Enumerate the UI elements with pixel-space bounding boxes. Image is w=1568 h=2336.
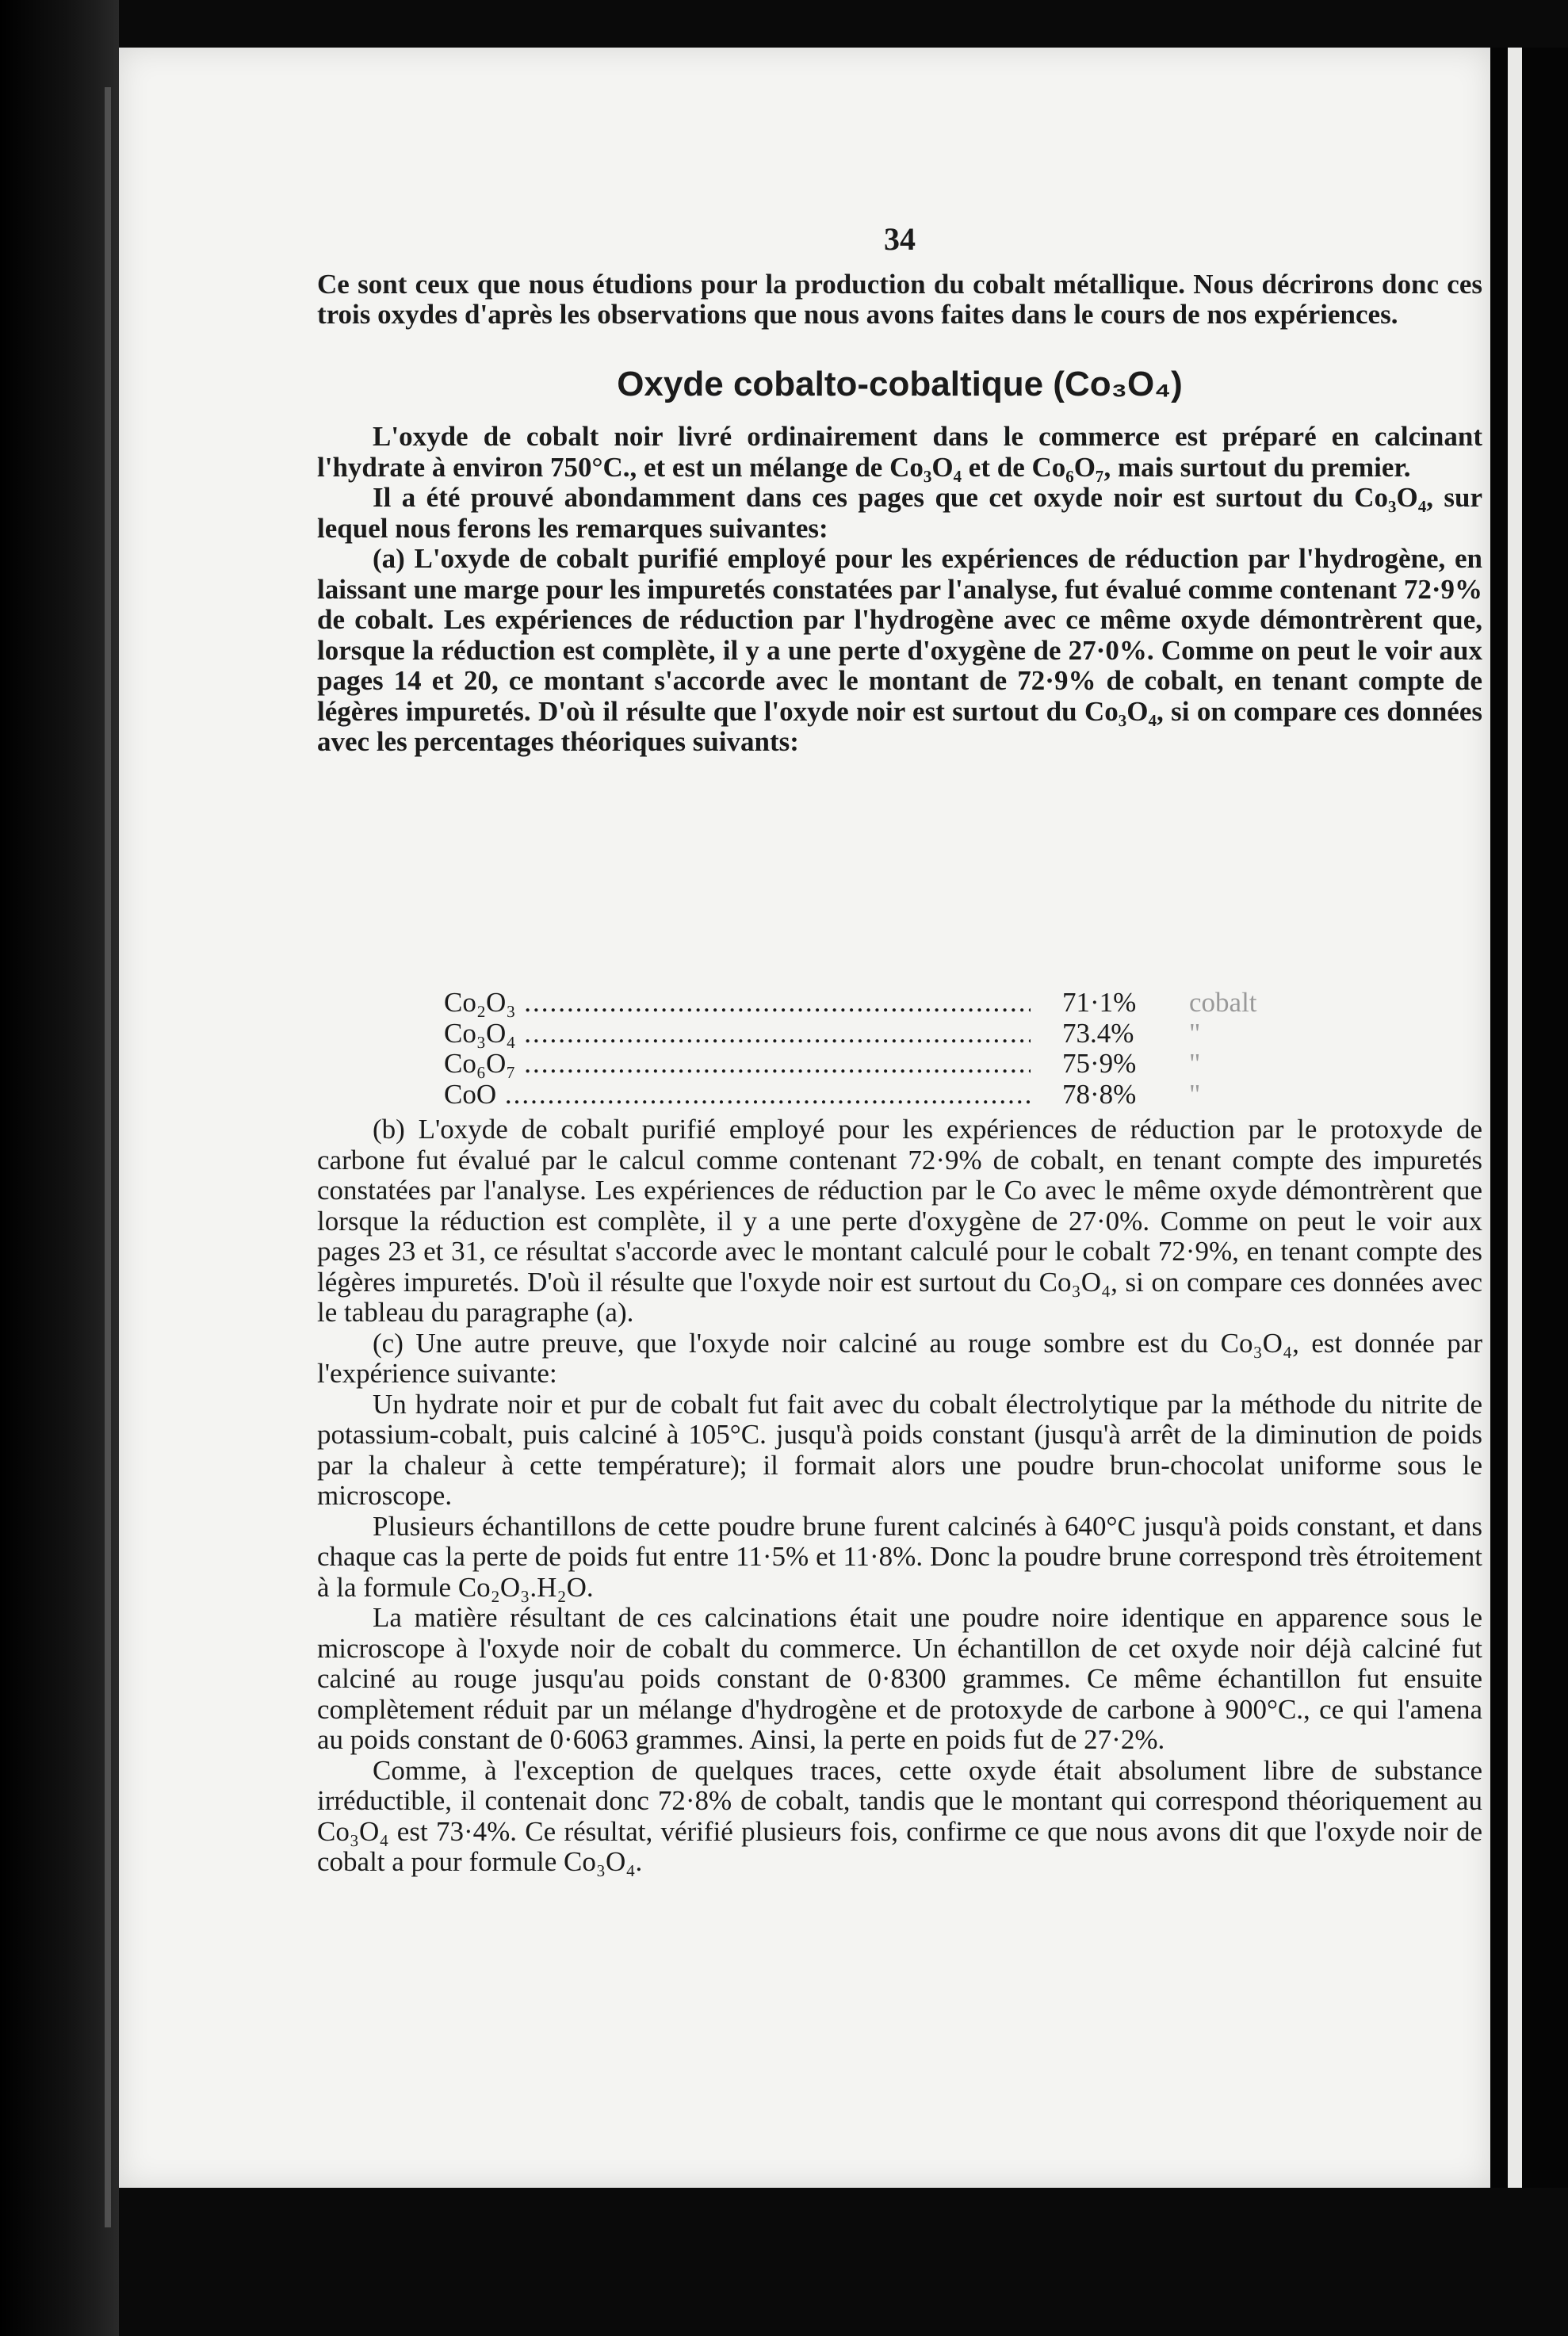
paragraph-hydrate: Un hydrate noir et pur de cobalt fut fait avec du cobalt électrolytique par la méthode du nitrite de potassium-cobalt, puis calciné à 105°C. jusqu'à poids constant (jusqu'à arrêt de la diminution de poids par la chaleur à cette température); il formait alors une poudre brun-chocolat uniforme sous le microscope. bbox=[317, 1388, 1482, 1511]
table-compound: CoO ..... bbox=[444, 1080, 1031, 1111]
table-compound: Co₂O₃ ..... bbox=[444, 988, 1031, 1019]
table-row bbox=[444, 1019, 1332, 1049]
paragraph-calcination: La matière résultant de ces calcinations était une poudre noire identique en apparence sous le microscope à l'oxyde noir de cobalt du commerce. Un échantillon de cet oxyde noir déjà calciné fut calciné au rouge jusqu'au poids constant de 0·8300 grammes. Ce même échantillon fut ensuite complètement réduit par un mélange d'hydrogène et de protoxyde de carbone à 900°C., ce qui l'amena au poids constant de 0·6063 grammes. Ainsi, la perte en poids fut de 27·2%. bbox=[317, 1602, 1482, 1755]
table-note: " bbox=[1189, 1079, 1201, 1110]
table-percent: 75·9% bbox=[1062, 1049, 1137, 1079]
paragraph-2: Il a été prouvé abondamment dans ces pages que cet oxyde noir est surtout du Co₃O₄, sur lequel nous ferons les remarques suivantes: bbox=[317, 482, 1482, 544]
table-note: " bbox=[1189, 1049, 1201, 1079]
film-edge-line bbox=[105, 87, 111, 2227]
paragraph-conclusion: Comme, à l'exception de quelques traces, cette oxyde était absolument libre de substance irréductible, il contenait donc 72·8% de cobalt, tandis que le montant qui correspond théoriquement au Co₃O₄ est 73·4%. Ce résultat, vérifié plusieurs fois, confirme ce que nous avons dit que l'oxyde noir de cobalt a pour formule Co₃O₄. bbox=[317, 1754, 1482, 1877]
table-row bbox=[444, 1080, 1332, 1111]
film-margin-right bbox=[1490, 48, 1568, 2188]
table-percent: 78·8% bbox=[1062, 1079, 1137, 1110]
section-heading: Oxyde cobalto-cobaltique (Co₃O₄) bbox=[617, 365, 1183, 403]
paragraphs-bold bbox=[317, 422, 1482, 758]
film-margin-left bbox=[0, 0, 119, 2336]
table-percent: 73.4% bbox=[1062, 1018, 1134, 1049]
paragraph-b: (b) L'oxyde de cobalt purifié employé pour les expériences de réduction par le protoxyde de carbone fut évalué par le calcul comme contenant 72·9% de cobalt, en tenant compte des impuretés constatées par l'analyse. Les expériences de réduction par le Co avec le même oxyde démontrèrent que lorsque la réduction est complète, il y a une perte d'oxygène de 27·0%. Comme on peut le voir aux pages 23 et 31, ce résultat s'accorde avec le montant calculé pour le cobalt 72·9%, en tenant compte des légères impuretés. D'où il résulte que l'oxyde noir est surtout du Co₃O₄, si on compare ces données avec le tableau du paragraphe (a). bbox=[317, 1114, 1482, 1328]
table-compound: Co₃O₄ ..... bbox=[444, 1019, 1031, 1049]
table-row bbox=[444, 1049, 1332, 1080]
table-compound: Co₆O₇ ..... bbox=[444, 1049, 1031, 1080]
table-note: " bbox=[1189, 1018, 1201, 1049]
table-note: cobalt bbox=[1189, 988, 1257, 1018]
paragraphs-regular bbox=[317, 1114, 1482, 1878]
table-percent: 71·1% bbox=[1062, 988, 1137, 1018]
paragraph-samples: Plusieurs échantillons de cette poudre brune furent calcinés à 640°C jusqu'à poids constant, et dans chaque cas la perte de poids fut entre 11·5% et 11·8%. Donc la poudre brune correspond très étroitement à la formule Co₂O₃.H₂O. bbox=[317, 1510, 1482, 1603]
intro-paragraph: Ce sont ceux que nous étudions pour la production du cobalt métallique. Nous décrirons donc ces trois oxydes d'après les observations que nous avons faites dans le cours de nos expériences. bbox=[317, 269, 1482, 330]
table-row bbox=[444, 988, 1332, 1019]
percentages-table bbox=[444, 988, 1332, 1110]
paragraph-c: (c) Une autre preuve, que l'oxyde noir calciné au rouge sombre est du Co₃O₄, est donnée par l'expérience suivante: bbox=[317, 1327, 1482, 1389]
paragraph-1: L'oxyde de cobalt noir livré ordinairement dans le commerce est préparé en calcinant l'hydrate à environ 750°C., et est un mélange de Co₃O₄ et de Co₆O₇, mais surtout du premier. bbox=[317, 421, 1482, 483]
page-number: 34 bbox=[884, 221, 916, 257]
scanned-page bbox=[119, 48, 1490, 2188]
paragraph-a: (a) L'oxyde de cobalt purifié employé pour les expériences de réduction par l'hydrogène, en laissant une marge pour les impuretés constatées par l'analyse, fut évalué comme contenant 72·9% de cobalt. Les expériences de réduction par l'hydrogène avec ce même oxyde démontrèrent que, lorsque la réduction est complète, il y a une perte d'oxygène de 27·0%. Comme on peut le voir aux pages 14 et 20, ce montant s'accorde avec le montant de 72·9% de cobalt, en tenant compte de légères impuretés. D'où il résulte que l'oxyde noir est surtout du Co₃O₄, si on compare ces données avec les percentages théoriques suivants: bbox=[317, 543, 1482, 757]
